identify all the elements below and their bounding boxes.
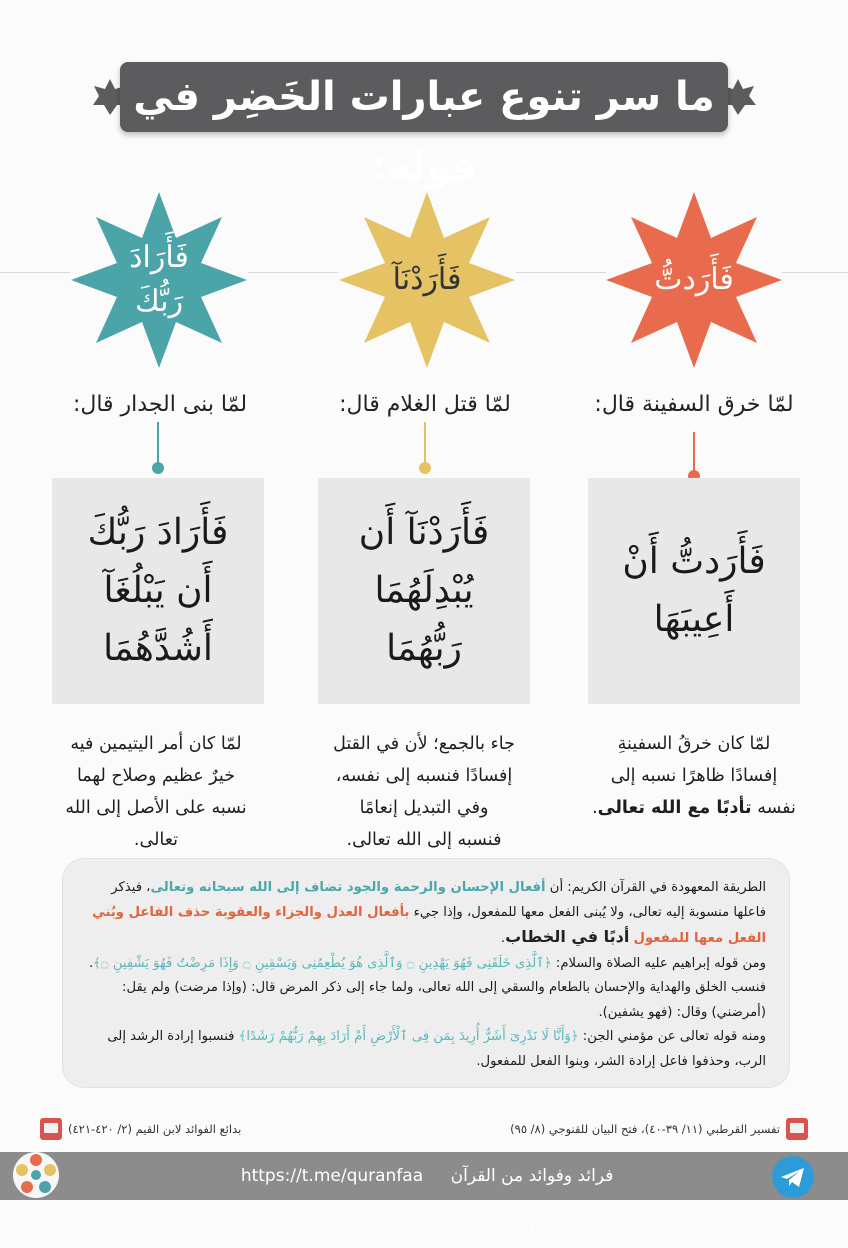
verse-box-right	[588, 478, 800, 704]
connector-line	[693, 432, 695, 474]
star-badge-left	[69, 190, 249, 370]
book-icon	[40, 1118, 62, 1140]
source-right	[510, 1118, 808, 1140]
source-text: تفسير القرطبي (١١/ ٣٩-٤٠)، فتح البيان للقنوجي (٨/ ٩٥)	[510, 1122, 780, 1136]
verse-text: فَأَرَدتُّ أَنْ أَعِيبَهَا	[622, 541, 766, 640]
connector-dot	[152, 462, 164, 474]
source-text: بدائع الفوائد لابن القيم (٢/ ٤٢٠-٤٢١)	[68, 1122, 242, 1136]
said-label-left: لمّا بنى الجدار قال:	[72, 392, 248, 417]
summary-paragraph-1: الطريقة المعهودة في القرآن الكريم: أن أفعال الإحسان والرحمة والجود تضاف إلى الله سبحانه وتعالى، فيذكر فاعلها منسوبة إليه تعالى، ولا يُبنى الفعل معها للمفعول، وإذا جيء بأفعال العدل والجزاء والعقوبة حذف الفاعل وبُني الفعل معها للمفعول أدبًا في الخطاب.	[92, 880, 766, 946]
page-title: ما سر تنوع عبارات الخَضِر في قوله:	[120, 62, 728, 132]
explanation-right: لمّا كان خرقُ السفينةِ إفسادًا ظاهرًا نسبه إلى نفسه تأدبًا مع الله تعالى.	[592, 734, 796, 818]
verse-text: فَأَرَادَ رَبُّكَ أَن يَبْلُغَآ أَشُدَّهُمَا	[87, 512, 229, 669]
divider-right	[782, 272, 848, 273]
footer-url[interactable]: https://t.me/quranfaa	[240, 1166, 424, 1186]
explanation-left: لمّا كان أمر اليتيمين فيه خيرٌ عظيم وصلاح لهما نسبه على الأصل إلى الله تعالى.	[65, 734, 247, 850]
star-label: فَأَرَادَ رَبُّكَ	[129, 240, 189, 319]
verse-text: فَأَرَدْنَآ أَن يُبْدِلَهُمَا رَبُّهُمَا	[358, 512, 490, 669]
divider-mid-left	[248, 272, 338, 273]
said-label-right: لمّا خرق السفينة قال:	[594, 392, 794, 417]
connector-dot	[419, 462, 431, 474]
logo-icon	[10, 1150, 62, 1200]
explanation-middle: جاء بالجمع؛ لأن في القتل إفسادًا فنسبه إلى نفسه، وفي التبديل إنعامًا فنسبه إلى الله تعالى.	[333, 734, 515, 850]
footer-channel-name: فرائد وفوائد من القرآن الكريم	[450, 1166, 614, 1234]
summary-paragraph-3: ومنه قوله تعالى عن مؤمني الجن: ﴿وَأَنَّا لَا نَدْرِىٓ أَشَرٌّ أُرِيدَ بِمَن فِى ٱلْأَرْضِ أَمْ أَرَادَ بِهِمْ رَبُّهُمْ رَشَدًا﴾ فنسبوا إرادة الرشد إلى الرب، وحذفوا فاعل إرادة الشر، وبنوا الفعل للمفعول.	[107, 1029, 766, 1069]
star-label: فَأَرَدْنَآ	[392, 262, 462, 297]
summary-text	[86, 876, 766, 1074]
telegram-icon[interactable]	[772, 1156, 814, 1198]
book-icon	[786, 1118, 808, 1140]
divider-left	[0, 272, 70, 273]
divider-mid-right	[516, 272, 606, 273]
verse-box-middle	[318, 478, 530, 704]
said-label-middle: لمّا قتل الغلام قال:	[339, 392, 511, 417]
star-badge-right	[604, 190, 784, 370]
star-label: فَأَرَدتُّ	[654, 262, 734, 297]
summary-paragraph-2: ومن قوله إبراهيم عليه الصلاة والسلام: ﴿ٱلَّذِى خَلَقَنِى فَهُوَ يَهْدِينِ ۝ وَٱلَّذِى هُوَ يُطْعِمُنِى وَيَسْقِينِ ۝ وَإِذَا مَرِضْتُ فَهُوَ يَشْفِينِ ۝﴾. فنسب الخلق والهداية والإحسان بالطعام والسقي إلى الله تعالى، ولما جاء إلى ذكر المرض قال: (وإذا مرضت) ولم يقل: (أمرضني) وقال: (فهو يشفين).	[88, 955, 766, 1020]
verse-box-left	[52, 478, 264, 704]
source-left	[40, 1118, 241, 1140]
star-badge-middle	[337, 190, 517, 370]
